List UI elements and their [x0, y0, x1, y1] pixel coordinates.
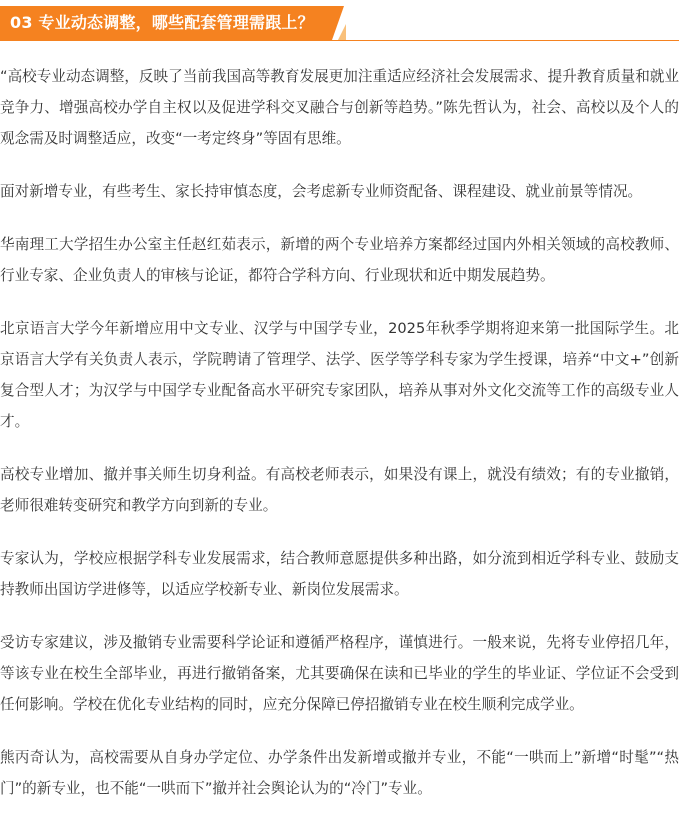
paragraph: 受访专家建议，涉及撤销专业需要科学论证和遵循严格程序，谨慎进行。一般来说，先将专业停招几年，等该专业在校生全部毕业，再进行撤销备案，尤其要确保在读和已毕业的学生的毕业证、学位证不会受到任何影响。学校在优化专业结构的同时，应充分保障已停招撤销专业在校生顺利完成学业。	[0, 634, 679, 713]
article-body	[0, 61, 679, 826]
paragraph: 专家认为，学校应根据学科专业发展需求，结合教师意愿提供多种出路，如分流到相近学科专业、鼓励支持教师出国访学进修等，以适应学校新专业、新岗位发展需求。	[0, 550, 679, 598]
section-header	[0, 0, 679, 46]
paragraph: 面对新增专业，有些考生、家长持审慎态度，会考虑新专业师资配备、课程建设、就业前景等情况。	[0, 183, 643, 200]
paragraph: 华南理工大学招生办公室主任赵红茹表示，新增的两个专业培养方案都经过国内外相关领域的高校教师、行业专家、企业负责人的审核与论证，都符合学科方向、行业现状和近中期发展趋势。	[0, 236, 679, 284]
paragraph: 北京语言大学今年新增应用中文专业、汉学与中国学专业，2025年秋季学期将迎来第一批国际学生。北京语言大学有关负责人表示，学院聘请了管理学、法学、医学等学科专家为学生授课，培养“中文+”创新复合型人才；为汉学与中国学专业配备高水平研究专家团队，培养从事对外文化交流等工作的高级专业人才。	[0, 320, 679, 430]
header-accent-triangle	[338, 24, 346, 40]
section-title: 03 专业动态调整，哪些配套管理需跟上？	[10, 13, 314, 32]
paragraph: “高校专业动态调整，反映了当前我国高等教育发展更加注重适应经济社会发展需求、提升教育质量和就业竞争力、增强高校办学自主权以及促进学科交叉融合与创新等趋势。”陈先哲认为，社会、高校以及个人的观念需及时调整适应，改变“一考定终身”等固有思维。	[0, 68, 679, 147]
header-underline	[0, 40, 679, 41]
paragraph: 熊丙奇认为，高校需要从自身办学定位、办学条件出发新增或撤并专业，不能“一哄而上”新增“时髦”“热门”的新专业，也不能“一哄而下”撤并社会舆论认为的“冷门”专业。	[0, 749, 679, 797]
paragraph: 高校专业增加、撤并事关师生切身利益。有高校老师表示，如果没有课上，就没有绩效；有的专业撤销，老师很难转变研究和教学方向到新的专业。	[0, 466, 679, 514]
